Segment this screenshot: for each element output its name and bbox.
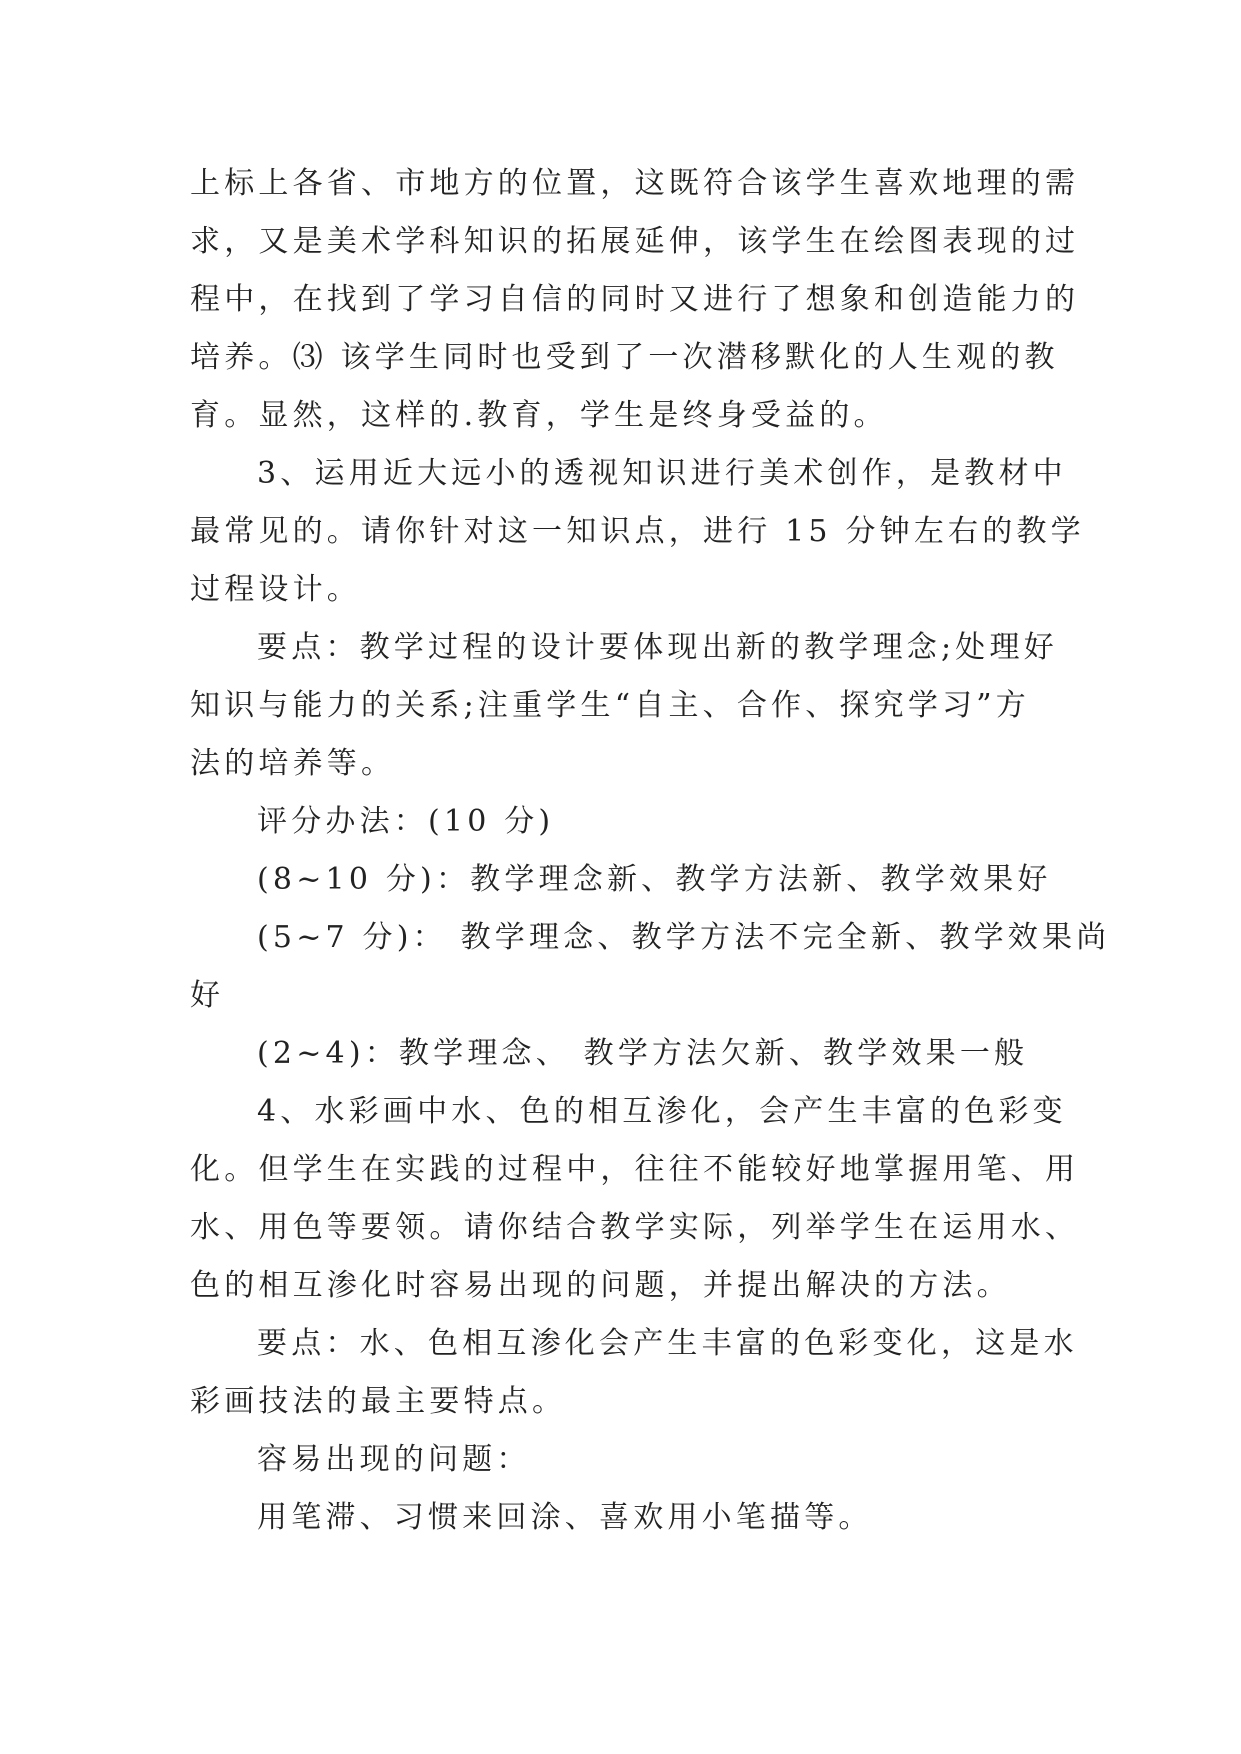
text-line-7: 最常见的。请你针对这一知识点，进行 15 分钟左右的教学 — [190, 514, 1085, 549]
score-tier-high: (8~10 分)：教学理念新、教学方法新、教学效果好 — [257, 862, 1052, 897]
text-line-1: 上标上各省、市地方的位置，这既符合该学生喜欢地理的需 — [190, 166, 1080, 201]
question-3-heading: 3、运用近大远小的透视知识进行美术创作，是教材中 — [257, 456, 1067, 491]
text-line-2: 求，又是美术学科知识的拓展延伸，该学生在绘图表现的过 — [190, 224, 1080, 259]
text-line-3: 程中，在找到了学习自信的同时又进行了想象和创造能力的 — [190, 282, 1080, 317]
score-tier-mid: (5~7 分)： 教学理念、教学方法不完全新、教学效果尚 — [257, 920, 1111, 955]
text-line-15: 好 — [190, 978, 225, 1013]
common-problems-text: 用笔滞、习惯来回涂、喜欢用小笔描等。 — [257, 1500, 873, 1535]
common-problems-heading: 容易出现的问题： — [257, 1442, 531, 1477]
text-line-11: 法的培养等。 — [190, 746, 396, 781]
key-points-paragraph: 要点：教学过程的设计要体现出新的教学理念;处理好 — [257, 630, 1058, 665]
text-line-4: 培养。⑶ 该学生同时也受到了一次潜移默化的人生观的教 — [190, 340, 1059, 375]
key-points-paragraph-2: 要点：水、色相互渗化会产生丰富的色彩变化，这是水 — [257, 1326, 1078, 1361]
scoring-method-heading: 评分办法：(10 分) — [257, 804, 555, 839]
text-line-20: 色的相互渗化时容易出现的问题，并提出解决的方法。 — [190, 1268, 1011, 1303]
text-line-22: 彩画技法的最主要特点。 — [190, 1384, 567, 1419]
text-line-10: 知识与能力的关系;注重学生“自主、合作、探究学习”方 — [190, 688, 1030, 723]
text-line-5: 育。显然，这样的.教育，学生是终身受益的。 — [190, 398, 888, 433]
text-line-18: 化。但学生在实践的过程中，往往不能较好地掌握用笔、用 — [190, 1152, 1080, 1187]
text-line-8: 过程设计。 — [190, 572, 361, 607]
score-tier-low: (2~4)：教学理念、 教学方法欠新、教学效果一般 — [257, 1036, 1029, 1071]
question-4-heading: 4、水彩画中水、色的相互渗化，会产生丰富的色彩变 — [257, 1094, 1067, 1129]
text-line-19: 水、用色等要领。请你结合教学实际，列举学生在运用水、 — [190, 1210, 1080, 1245]
